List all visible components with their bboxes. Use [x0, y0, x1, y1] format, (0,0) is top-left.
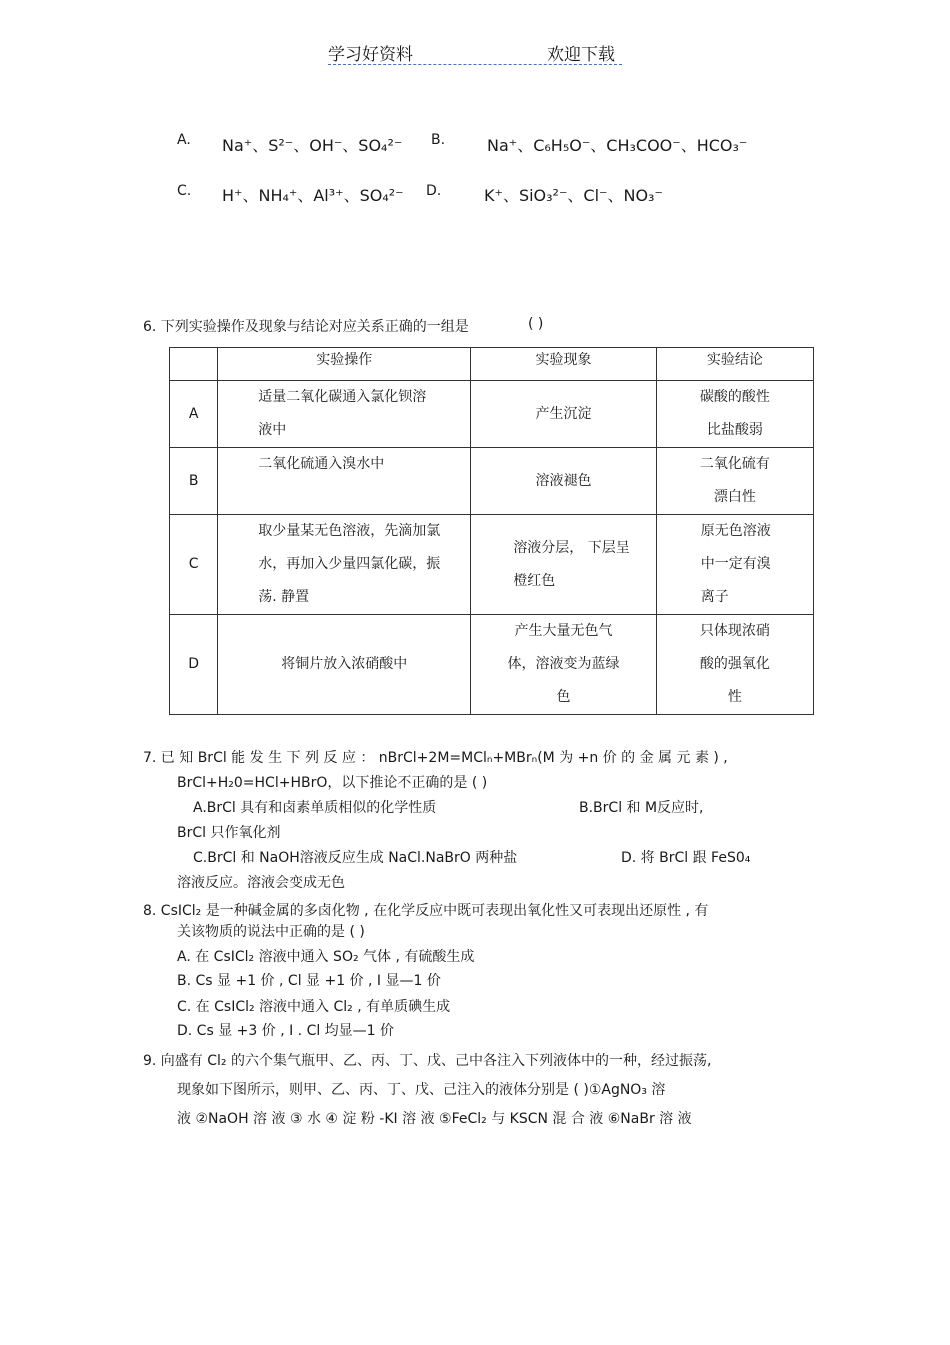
row-conclusion-line: 酸的强氧化 — [699, 656, 770, 672]
row-phenomenon-line: 产生沉淀 — [535, 405, 592, 422]
row-operation-line: 将铜片放入浓硝酸中 — [281, 656, 408, 672]
row-operation — [218, 381, 471, 448]
row-id: A — [170, 381, 218, 448]
header-right: 欢迎下载 — [547, 45, 615, 65]
row-conclusion-line: 碳酸的酸性 — [699, 389, 770, 405]
row-conclusion — [656, 448, 813, 515]
q8-stem-line1: 8. CsICl₂ 是一种碱金属的多卤化物 , 在化学反应中既可表现出氧化性又可表现出还原性 , 有 — [143, 903, 709, 919]
row-id: C — [170, 515, 218, 615]
row-conclusion — [656, 615, 813, 715]
q8-option-a: A. 在 CsICl₂ 溶液中通入 SO₂ 气体 , 有硫酸生成 — [177, 949, 475, 965]
row-conclusion-line: 漂白性 — [713, 489, 756, 505]
q8-stem-line2: 关该物质的说法中正确的是 ( ) — [177, 924, 365, 940]
row-operation — [218, 448, 471, 515]
q9-stem-line1: 9. 向盛有 Cl₂ 的六个集气瓶甲、乙、丙、丁、戊、己中各注入下列液体中的一种，经过振荡, — [143, 1053, 712, 1069]
table-header-phenomenon: 实验现象 — [471, 348, 656, 381]
q7-stem-line1: 7. 已 知 BrCl 能 发 生 下 列 反 应 ： nBrCl+2M=MClₙ+MBrₙ(M 为 +n 价 的 金 属 元 素 ) , — [143, 750, 728, 766]
table-header-empty — [170, 348, 218, 381]
q8-option-c: C. 在 CsICl₂ 溶液中通入 Cl₂ , 有单质碘生成 — [177, 999, 451, 1015]
table-row — [170, 515, 814, 615]
row-id: B — [170, 448, 218, 515]
row-operation-line: 适量二氧化碳通入氯化钡溶 — [258, 389, 427, 405]
row-phenomenon-line: 产生大量无色气 — [514, 623, 613, 639]
q7-option-d: D. 将 BrCl 跟 FeS0₄ — [621, 850, 751, 866]
row-conclusion-line: 中一定有溴 — [700, 556, 771, 572]
q6-stem: 6. 下列实验操作及现象与结论对应关系正确的一组是 — [143, 319, 469, 335]
row-conclusion — [656, 515, 813, 615]
row-phenomenon-line: 溶液分层， 下层呈 — [513, 539, 630, 556]
q5-option-a-text: Na⁺、S²⁻、OH⁻、SO₄²⁻ — [222, 136, 403, 155]
q8-option-d: D. Cs 显 +3 价 , I . Cl 均显—1 价 — [177, 1023, 395, 1039]
table-header-row — [170, 348, 814, 381]
table-header-conclusion: 实验结论 — [656, 348, 813, 381]
q7-stem-line2: BrCl+H₂0=HCl+HBrO，以下推论不正确的是 ( ) — [177, 775, 488, 791]
row-conclusion-line: 只体现浓硝 — [699, 623, 770, 639]
row-conclusion — [656, 381, 813, 448]
row-operation-line: 荡. 静置 — [258, 589, 310, 605]
q9-stem-line2: 现象如下图所示，则甲、乙、丙、丁、戊、己注入的液体分别是 ( )①AgNO₃ 溶 — [177, 1082, 666, 1098]
q9-stem-line3: 液 ②NaOH 溶 液 ③ 水 ④ 淀 粉 -KI 溶 液 ⑤FeCl₂ 与 KSCN 混 合 液 ⑥NaBr 溶 液 — [177, 1111, 692, 1127]
row-phenomenon — [471, 448, 656, 515]
q7-option-c: C.BrCl 和 NaOH溶液反应生成 NaCl.NaBrO 两种盐 — [193, 850, 518, 866]
row-phenomenon — [471, 515, 656, 615]
row-operation — [218, 515, 471, 615]
row-operation-line: 二氧化硫通入溴水中 — [258, 456, 385, 472]
row-operation-line: 水，再加入少量四氯化碳，振 — [258, 556, 441, 572]
row-conclusion-line: 二氧化硫有 — [699, 456, 770, 472]
q5-option-b-label: B. — [431, 132, 446, 148]
q5-option-d-label: D. — [426, 183, 442, 199]
q5-option-a-label: A. — [177, 132, 191, 148]
row-phenomenon-line: 体，溶液变为蓝绿 — [507, 656, 620, 672]
q7-option-d-cont: 溶液反应。溶液会变成无色 — [177, 875, 345, 891]
row-phenomenon — [471, 615, 656, 715]
q6-experiment-table — [169, 347, 814, 715]
row-operation — [218, 615, 471, 715]
row-phenomenon-line: 色 — [556, 689, 571, 705]
q6-answer-paren: ( ) — [528, 316, 544, 332]
q7-option-b-cont: BrCl 只作氧化剂 — [177, 825, 281, 841]
row-conclusion-line: 性 — [727, 689, 742, 705]
row-conclusion-line: 原无色溶液 — [700, 523, 771, 539]
q7-option-a: A.BrCl 具有和卤素单质相似的化学性质 — [193, 800, 437, 816]
q8-option-b: B. Cs 显 +1 价 , Cl 显 +1 价 , I 显—1 价 — [177, 973, 441, 989]
q7-option-b: B.BrCl 和 M反应时, — [579, 800, 704, 816]
q5-option-d-text: K⁺、SiO₃²⁻、Cl⁻、NO₃⁻ — [484, 186, 663, 205]
header-divider — [328, 64, 622, 65]
table-row — [170, 381, 814, 448]
q5-option-b-text: Na⁺、C₆H₅O⁻、CH₃COO⁻、HCO₃⁻ — [487, 136, 748, 155]
row-conclusion-line: 离子 — [700, 589, 729, 605]
row-phenomenon-line: 橙红色 — [513, 572, 556, 589]
row-phenomenon-line: 溶液褪色 — [535, 472, 592, 489]
header-left: 学习好资料 — [328, 45, 413, 65]
row-operation-line: 取少量某无色溶液，先滴加氯 — [258, 523, 441, 539]
q5-option-c-text: H⁺、NH₄⁺、Al³⁺、SO₄²⁻ — [222, 186, 404, 205]
table-header-operation: 实验操作 — [218, 348, 471, 381]
row-operation-line: 液中 — [258, 422, 287, 438]
table-row — [170, 615, 814, 715]
row-conclusion-line: 比盐酸弱 — [706, 422, 763, 438]
row-id: D — [170, 615, 218, 715]
table-row — [170, 448, 814, 515]
q5-option-c-label: C. — [177, 183, 192, 199]
row-phenomenon — [471, 381, 656, 448]
